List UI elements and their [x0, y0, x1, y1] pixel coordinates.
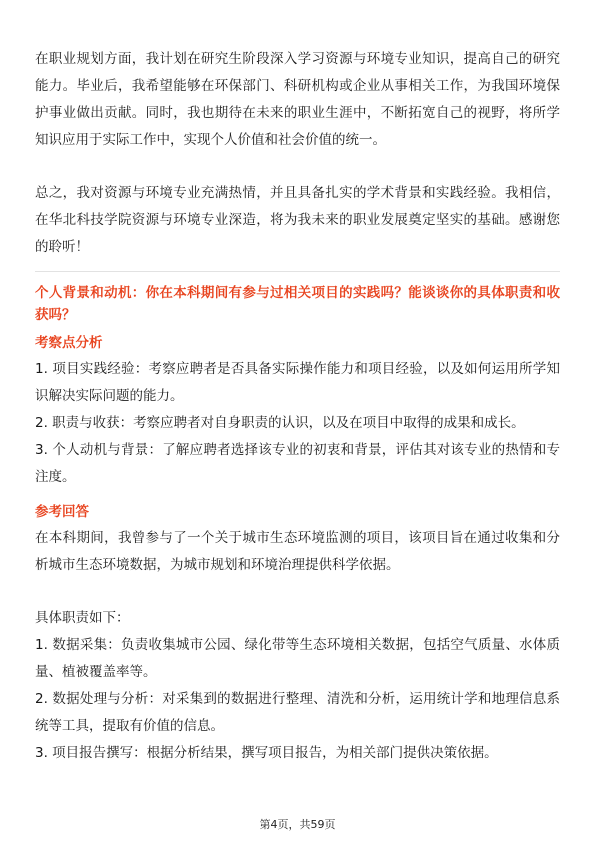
duty-item-3: 3. 项目报告撰写：根据分析结果，撰写项目报告，为相关部门提供决策依据。 — [35, 745, 498, 761]
analysis-item-2: 2. 职责与收获：考察应聘者对自身职责的认识，以及在项目中取得的成果和成长。 — [35, 415, 525, 431]
duties-title: 具体职责如下： — [35, 610, 130, 626]
duty-item-1: 1. 数据采集：负责收集城市公园、绿化带等生态环境相关数据，包括空气质量、水体质量、植被覆盖率等。 — [35, 637, 560, 680]
analysis-heading: 考察点分析 — [35, 335, 103, 351]
section-divider — [35, 271, 560, 272]
analysis-item-3: 3. 个人动机与背景：了解应聘者选择该专业的初衷和背景，评估其对该专业的热情和专注度。 — [35, 442, 560, 485]
analysis-item-1: 1. 项目实践经验：考察应聘者是否具备实际操作能力和项目经验，以及如何运用所学知识解决实际问题的能力。 — [35, 361, 560, 404]
conclusion-paragraph: 总之，我对资源与环境专业充满热情，并且具备扎实的学术背景和实践经验。我相信，在华北科技学院资源与环境专业深造，将为我未来的职业发展奠定坚实的基础。感谢您的聆听！ — [35, 185, 560, 255]
document-page — [35, 46, 560, 767]
page-footer: 第4页，共59页 — [259, 818, 336, 831]
answer-intro: 在本科期间，我曾参与了一个关于城市生态环境监测的项目，该项目旨在通过收集和分析城市生态环境数据，为城市规划和环境治理提供科学依据。 — [35, 530, 560, 573]
duty-item-2: 2. 数据处理与分析：对采集到的数据进行整理、清洗和分析，运用统计学和地理信息系统等工具，提取有价值的信息。 — [35, 691, 560, 734]
answer-heading: 参考回答 — [35, 504, 89, 520]
career-plan-paragraph: 在职业规划方面，我计划在研究生阶段深入学习资源与环境专业知识，提高自己的研究能力。毕业后，我希望能够在环保部门、科研机构或企业从事相关工作，为我国环境保护事业做出贡献。同时，我也期待在未来的职业生涯中，不断拓宽自己的视野，将所学知识应用于实际工作中，实现个人价值和社会价值的统一。 — [35, 51, 560, 148]
spacer — [35, 579, 560, 605]
spacer — [35, 154, 560, 180]
question-heading: 个人背景和动机：你在本科期间有参与过相关项目的实践吗？能谈谈你的具体职责和收获吗？ — [35, 285, 560, 323]
